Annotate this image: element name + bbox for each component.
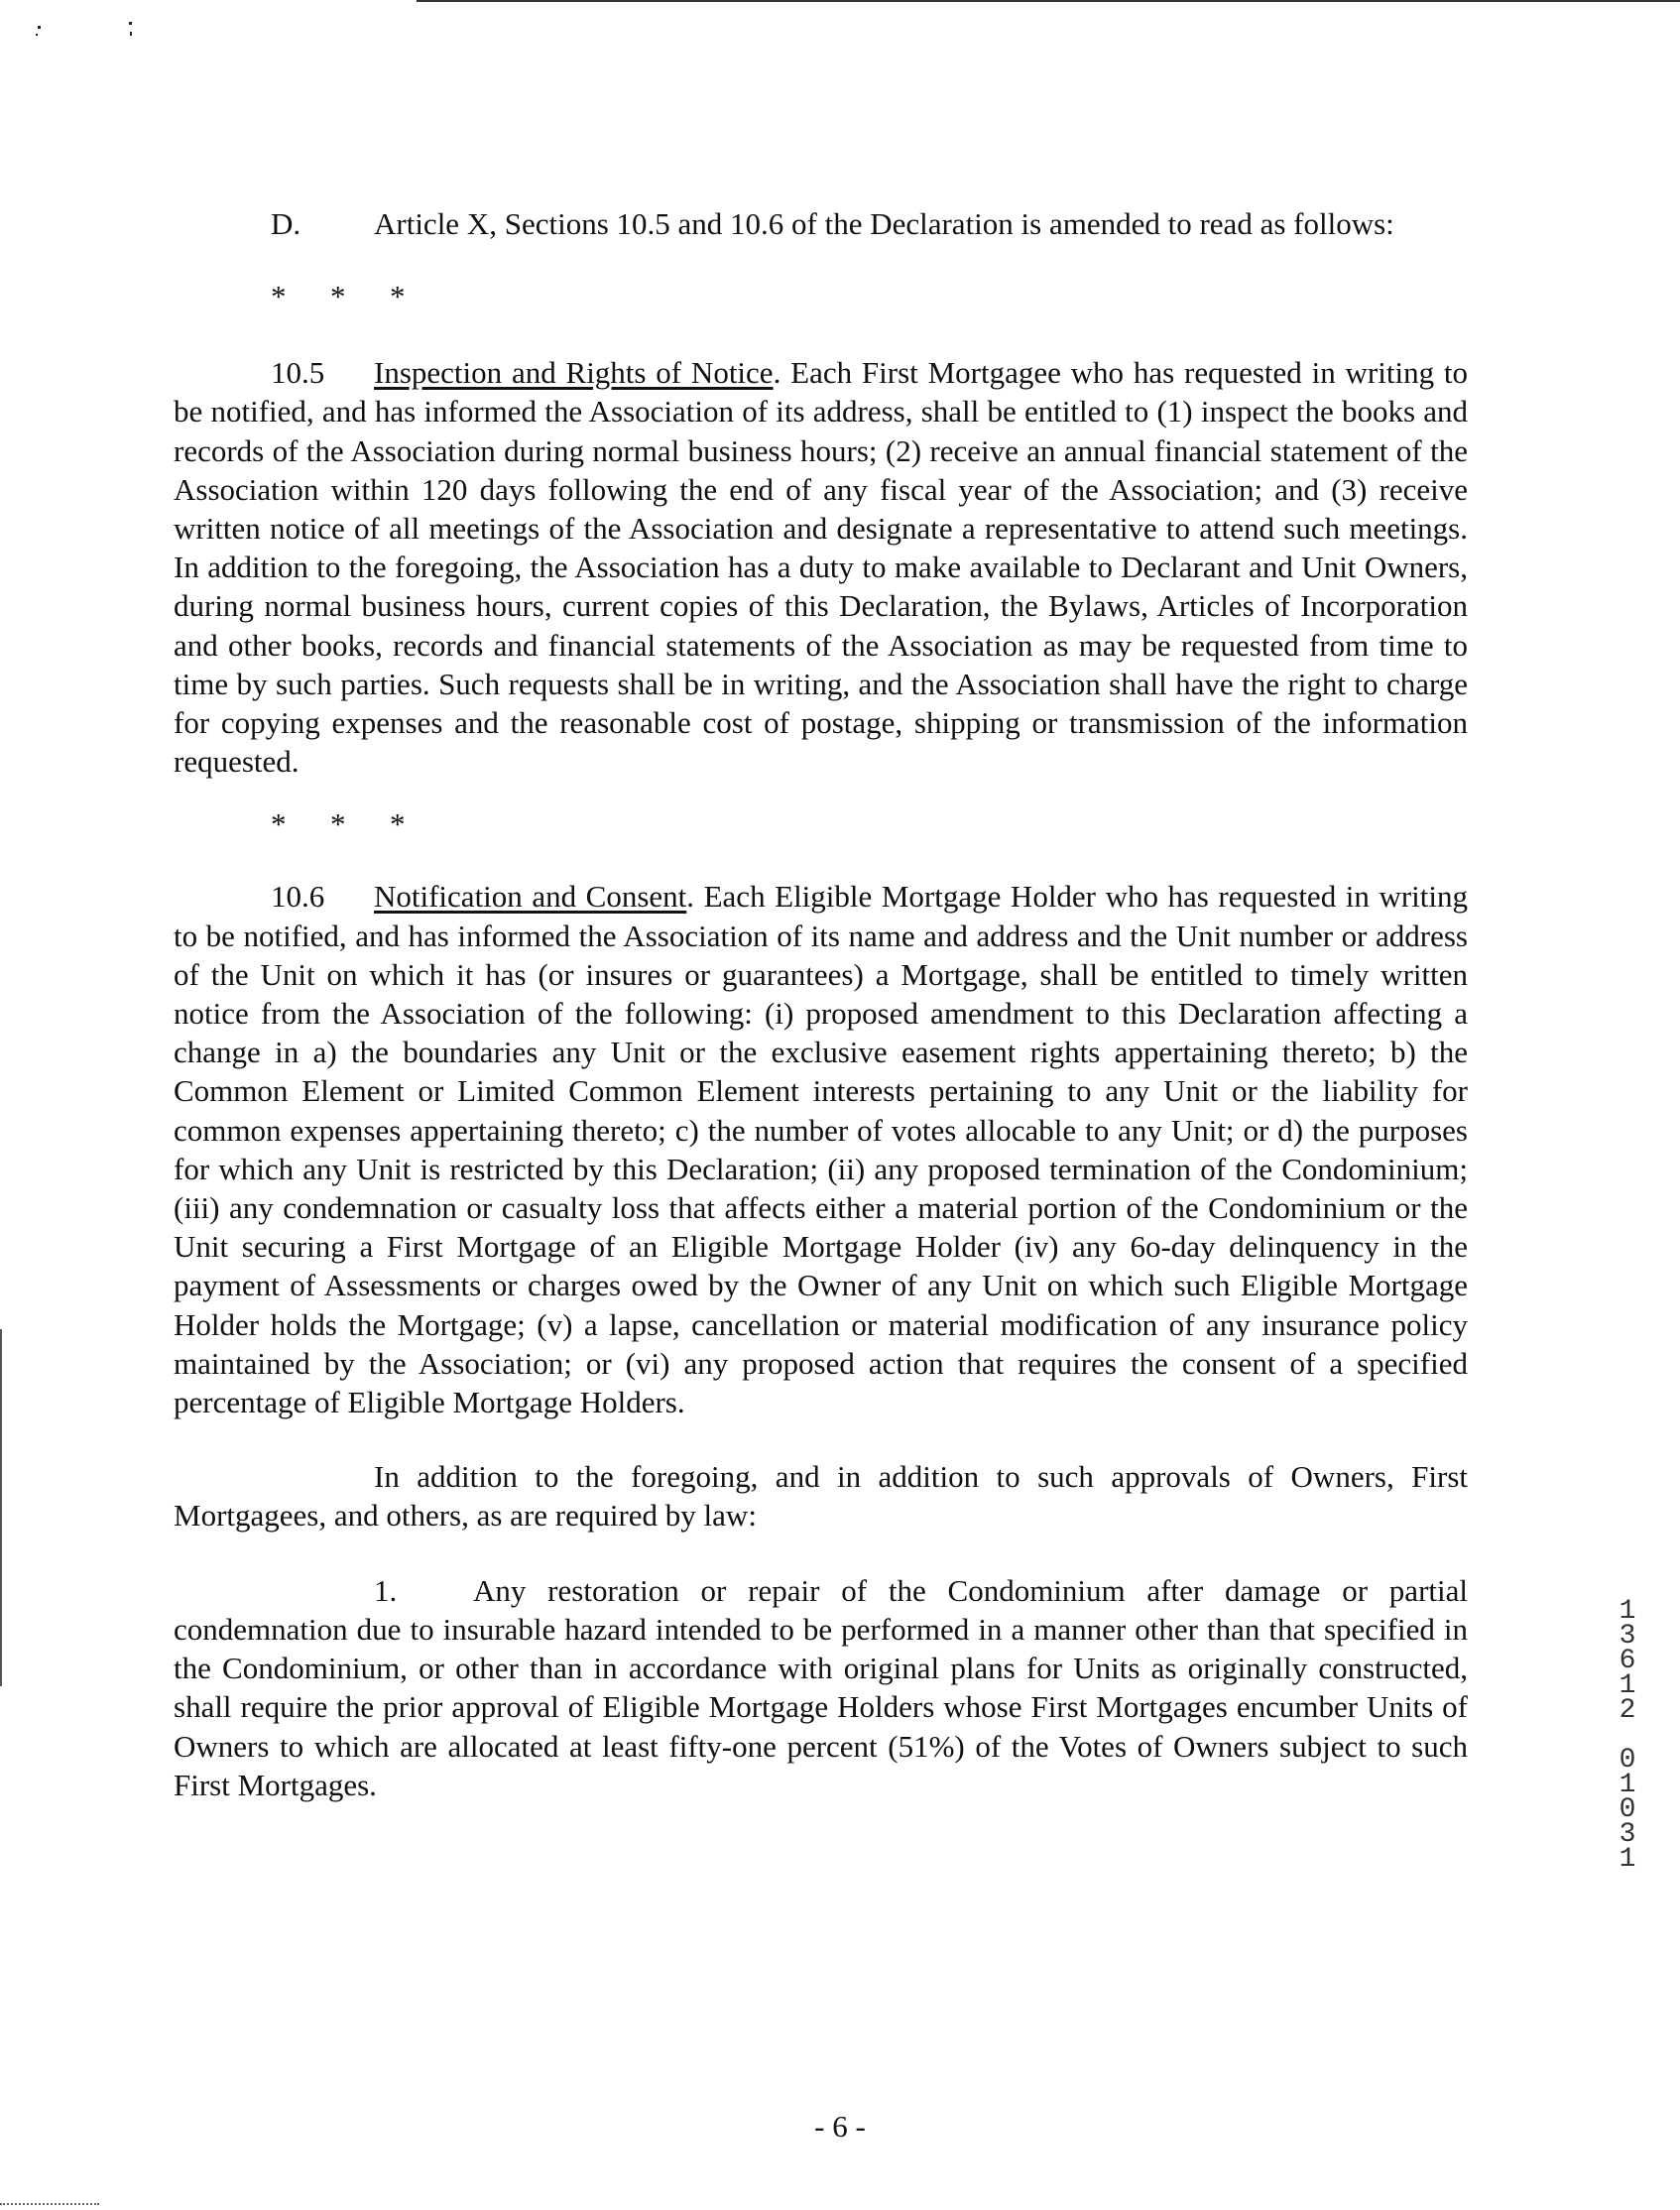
stamp-digit: 1 [1619, 1596, 1636, 1627]
item-1-number: 1. [374, 1572, 398, 1608]
page-number: - 6 - [814, 2109, 866, 2144]
stamp-digit: 0 [1619, 1794, 1636, 1825]
stamp-digit: 1 [1619, 1670, 1636, 1701]
stamp-digit: 6 [1619, 1646, 1636, 1676]
section-separator: * * * [271, 806, 406, 842]
stamp-digit: 0 [1619, 1745, 1636, 1776]
section-10-5-number: 10.5 [271, 355, 325, 391]
scan-speck [130, 32, 132, 36]
stamp-digit: 1 [1619, 1770, 1636, 1800]
scan-bottom-edge [0, 2203, 99, 2206]
item-d-text: Article X, Sections 10.5 and 10.6 of the Declaration is amended to read as follows: [374, 206, 1394, 241]
section-10-6-number: 10.6 [271, 879, 325, 915]
section-10-6 [174, 877, 1468, 1421]
stamp-digit: 3 [1619, 1819, 1636, 1850]
section-10-5-heading: Inspection and Rights of Notice [374, 355, 774, 391]
section-10-5-body: . Each First Mortgagee who has requested in writing to be notified, and has informed the Association of its address, shall be entitled to (1) inspect the books and records of the Association during normal business hours; (2) receive an annual financial statement of the Association within 120 days following the end of any fiscal year of the Association; and (3) receive written notice of all meetings of the Association and designate a representative to attend such meetings. In addition to the foregoing, the Association has a duty to make available to Declarant and Unit Owners, during normal business hours, current copies of this Declaration, the Bylaws, Articles of Incorporation and other books, records and financial statements of the Association as may be requested from time to time by such parties. Such requests shall be in writing, and the Association shall have the right to charge for copying expenses and the reasonable cost of postage, shipping or transmission of the information requested. [174, 355, 1469, 780]
section-10-6-heading: Notification and Consent [374, 879, 687, 915]
item-d-label: D. [271, 206, 301, 241]
item-1-text: Any restoration or repair of the Condominium after damage or partial condemnation due to insurable hazard intended to be performed in a manner other than that specified in the Condominium, or other than in accordance with original plans for Units as originally constructed, shall require the prior approval of Eligible Mortgage Holders whose First Mortgages encumber Units of Owners to which are allocated at least fifty-one percent (51%) of the Votes of Owners subject to such First Mortgages. [174, 1572, 1468, 1802]
document-body [174, 204, 1468, 1804]
section-separator: * * * [271, 279, 406, 314]
stamp-digit: 1 [1619, 1844, 1636, 1875]
item-1-paragraph [174, 1571, 1468, 1804]
section-10-5 [174, 353, 1468, 781]
scan-left-edge [0, 1329, 2, 1686]
stamp-digit: 3 [1619, 1621, 1636, 1652]
scan-speck [38, 26, 41, 29]
section-10-6-body: . Each Eligible Mortgage Holder who has requested in writing to be notified, and has informed the Association of its name and address and the Unit number or address of the Unit on which it has (or insures or guarantees) a Mortgage, shall be entitled to timely written notice from the Association of the following: (i) proposed amendment to this Declaration affecting a change in a) the boundaries any Unit or the exclusive easement rights appertaining thereto; b) the Common Element or Limited Common Element interests pertaining to any Unit or the liability for common expenses appertaining thereto; c) the number of votes allocable to any Unit; or d) the purposes for which any Unit is restricted by this Declaration; (ii) any proposed termination of the Condominium; (iii) any condemnation or casualty loss that affects either a material portion of the Condominium or the Unit securing a First Mortgage of an Eligible Mortgage Holder (iv) any 6o-day delinquency in the payment of Assessments or charges owed by the Owner of any Unit on which such Eligible Mortgage Holder holds the Mortgage; (v) a lapse, cancellation or material modification of any insurance policy maintained by the Association; or (vi) any proposed action that requires the consent of a specified percentage of Eligible Mortgage Holders. [174, 879, 1468, 1420]
document-stamp-number [1615, 1596, 1640, 1875]
intro-paragraph: In addition to the foregoing, and in addition to such approvals of Owners, First Mortgagees, and others, as are required by law: [174, 1459, 1468, 1534]
scan-top-border [417, 0, 1680, 2]
item-d-paragraph [174, 204, 1468, 243]
scan-speck [36, 34, 38, 36]
stamp-digit: 2 [1619, 1695, 1636, 1726]
scan-speck [129, 22, 132, 25]
